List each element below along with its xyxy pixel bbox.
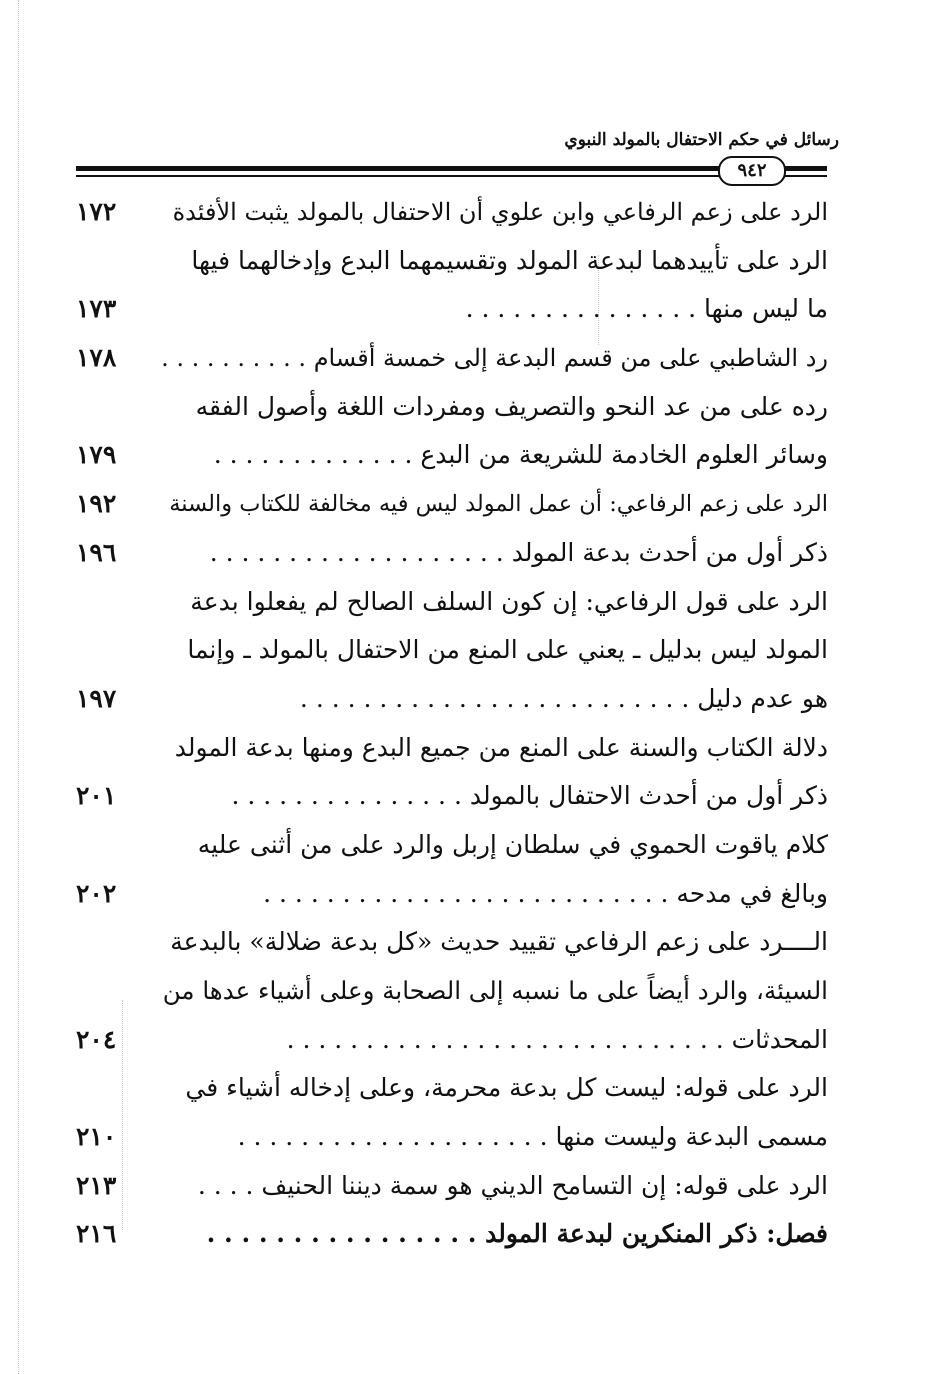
toc-line — [76, 1016, 828, 1065]
toc-entry-text: فصل: ذكر المنكرين لبدعة المولد . . . . . . . . . . . . . . . . — [206, 1219, 828, 1249]
toc-entry-text: ذكر أول من أحدث الاحتفال بالمولد . . . . . . . . . . . . . . . — [231, 781, 828, 811]
toc-line — [76, 626, 828, 675]
toc-entry-text: الرد على قوله: ليست كل بدعة محرمة، وعلى إدخاله أشياء في — [185, 1073, 828, 1103]
toc-page-number: ٢٠٢ — [76, 878, 117, 908]
header-rule-thick — [76, 166, 827, 171]
page-number-badge: ٩٤٢ — [718, 156, 786, 186]
running-header-title: رسائل في حكم الاحتفال بالمولد النبوي — [564, 130, 839, 150]
toc-page-number: ٢١٦ — [76, 1219, 117, 1249]
toc-page-number: ١٩٧ — [76, 683, 117, 713]
toc-line — [76, 724, 828, 773]
table-of-contents — [76, 188, 828, 1259]
toc-line — [76, 918, 828, 967]
toc-entry-text: رده على من عد النحو والتصريف ومفردات اللغة وأصول الفقه — [195, 391, 828, 421]
toc-line — [76, 529, 828, 578]
toc-line — [76, 1064, 828, 1113]
toc-line — [76, 237, 828, 286]
toc-entry-text: الرد على زعم الرفاعي وابن علوي أن الاحتفال بالمولد يثبت الأفئدة — [172, 198, 828, 226]
toc-line — [76, 383, 828, 432]
toc-page-number: ١٧٨ — [76, 343, 117, 373]
toc-entry-text: الرد على تأييدهما لبدعة المولد وتقسيمهما البدع وإدخالهما فيها — [191, 245, 828, 275]
toc-entry-text: هو عدم دليل . . . . . . . . . . . . . . . . . . . . . . . . . — [299, 683, 828, 713]
toc-line — [76, 578, 828, 627]
toc-page-number: ١٧٢ — [76, 197, 117, 226]
toc-entry-text: الرد على زعم الرفاعي: أن عمل المولد ليس فيه مخالفة للكتاب والسنة — [169, 491, 828, 518]
toc-entry-text: ما ليس منها . . . . . . . . . . . . . . . — [465, 294, 828, 324]
toc-entry-text: مسمى البدعة وليست منها . . . . . . . . . . . . . . . . . . . . — [237, 1122, 828, 1152]
header-rule-thin — [76, 175, 827, 177]
toc-page-number: ٢٠٤ — [76, 1024, 117, 1054]
toc-line — [76, 480, 828, 529]
scan-guide-line — [18, 0, 19, 1374]
toc-entry-text: رد الشاطبي على من قسم البدعة إلى خمسة أقسام . . . . . . . . . . — [161, 344, 828, 373]
toc-line — [76, 675, 828, 724]
toc-entry-text: وبالغ في مدحه . . . . . . . . . . . . . . . . . . . . . . . . . . — [263, 878, 828, 908]
toc-line — [76, 334, 828, 383]
toc-line — [76, 1210, 828, 1259]
toc-entry-text: كلام ياقوت الحموي في سلطان إربل والرد على من أثنى عليه — [197, 829, 828, 859]
toc-page-number: ٢١٠ — [76, 1122, 117, 1152]
toc-line — [76, 431, 828, 480]
toc-line — [76, 1113, 828, 1162]
toc-entry-text: المحدثات . . . . . . . . . . . . . . . . . . . . . . . . . . . . — [286, 1024, 828, 1054]
toc-line — [76, 772, 828, 821]
toc-page-number: ٢١٣ — [76, 1170, 117, 1200]
toc-entry-text: السيئة، والرد أيضاً على ما نسبه إلى الصحابة وعلى أشياء عدها من — [162, 976, 828, 1005]
toc-line — [76, 285, 828, 334]
toc-line — [76, 870, 828, 919]
toc-line — [76, 821, 828, 870]
toc-entry-text: الرد على قول الرفاعي: إن كون السلف الصالح لم يفعلوا بدعة — [190, 586, 828, 616]
toc-entry-text: المولد ليس بدليل ـ يعني على المنع من الاحتفال بالمولد ـ وإنما — [187, 635, 828, 665]
toc-entry-text: الرد على قوله: إن التسامح الديني هو سمة ديننا الحنيف . . . . — [197, 1170, 828, 1200]
toc-page-number: ١٩٢ — [76, 489, 117, 519]
toc-page-number: ٢٠١ — [76, 781, 117, 811]
toc-entry-text: ذكر أول من أحدث بدعة المولد . . . . . . . . . . . . . . . . . . . — [209, 537, 828, 567]
toc-page-number: ١٩٦ — [76, 537, 117, 567]
toc-line — [76, 967, 828, 1016]
toc-page-number: ١٧٩ — [76, 440, 117, 470]
toc-entry-text: الــــرد على زعم الرفاعي تقييد حديث «كل بدعة ضلالة» بالبدعة — [170, 927, 828, 957]
toc-line — [76, 188, 828, 237]
toc-entry-text: دلالة الكتاب والسنة على المنع من جميع البدع ومنها بدعة المولد — [174, 732, 828, 762]
toc-page-number: ١٧٣ — [76, 294, 117, 324]
toc-entry-text: وسائر العلوم الخادمة للشريعة من البدع . . . . . . . . . . . . . — [213, 440, 828, 470]
toc-line — [76, 1162, 828, 1211]
